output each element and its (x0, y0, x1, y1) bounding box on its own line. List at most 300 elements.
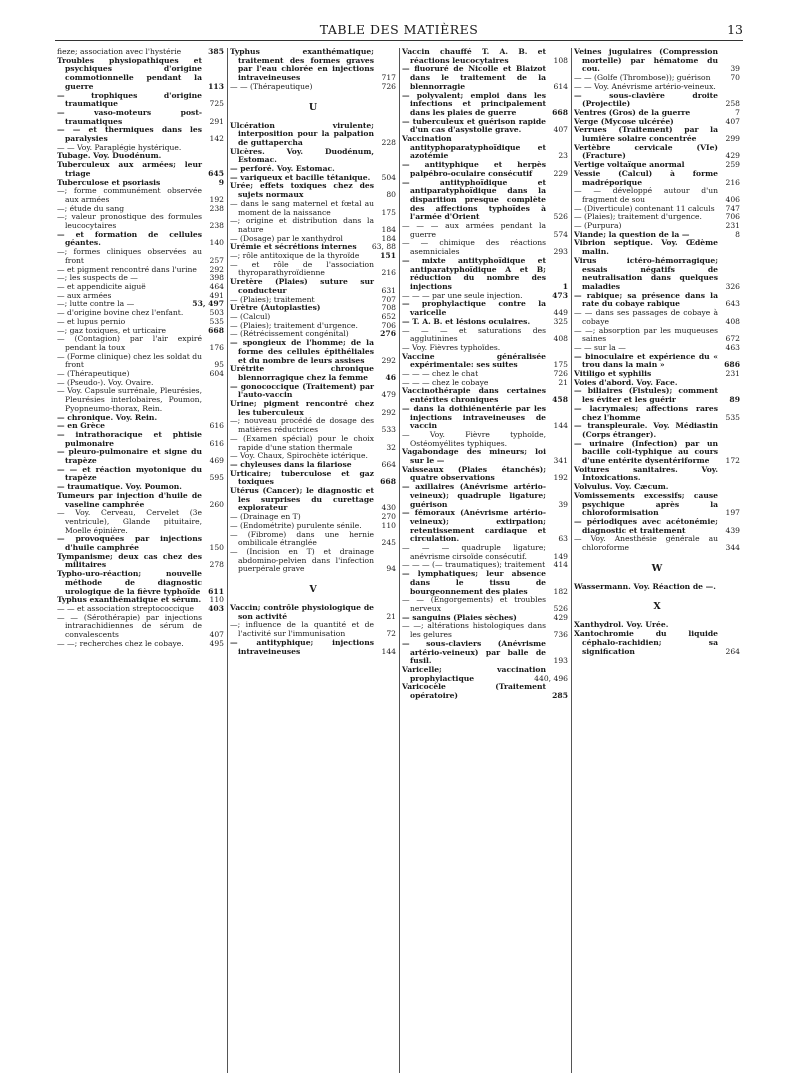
running-title: TABLE DES MATIÈRES (319, 22, 479, 37)
entry-page-ref: 604 (209, 369, 224, 379)
index-entry (57, 161, 224, 178)
entry-text: Veines jugulaires (Compression mortelle) par hématome du cou. (574, 48, 718, 74)
entry-page-ref: 144 (381, 646, 396, 656)
entry-text: — transpleurale. Voy. Médiastin (Corps étranger). (574, 421, 718, 439)
index-entry (402, 596, 568, 613)
index-entry (574, 92, 740, 109)
entry-page-ref: 611 (208, 586, 224, 596)
entry-page-ref: 63 (558, 534, 568, 544)
entry-page-ref: 292 (381, 355, 396, 365)
entry-text: Virus ictéro-hémorragique; essais négatifs de neutralisation dans quelques maladies (574, 255, 718, 291)
entry-page-ref: 403 (208, 604, 224, 613)
entry-page-ref: 652 (381, 311, 396, 321)
entry-text: Ulcères. Voy. Duodénum, Estomac. (230, 146, 374, 165)
entry-text: — — — chez le chat (402, 369, 479, 379)
entry-page-ref: 229 (553, 168, 568, 178)
entry-text: Varicelle; vaccination prophylactique (402, 664, 546, 683)
entry-text: — sous-claviers (Anévrisme artério-veineux) par balle de fusil. (402, 638, 546, 666)
index-entry (230, 261, 396, 278)
entry-page-ref: 238 (209, 203, 224, 213)
entry-text: — dans le sang maternel et fœtal au moment de la naissance (230, 198, 374, 217)
entry-text: Vibrion septique. Voy. Œdème malin. (574, 238, 718, 257)
entry-text: Vertige voltaïque anormal (574, 160, 685, 170)
entry-text: — rabique; sa présence dans la rate du cobaye rabique (574, 290, 718, 309)
index-entry (230, 278, 396, 295)
index-entry (402, 666, 568, 683)
index-entry (402, 509, 568, 544)
entry-page-ref: 197 (725, 508, 740, 518)
entry-page-ref: 747 (725, 203, 740, 213)
index-entry (402, 466, 568, 483)
index-entry (574, 126, 740, 143)
index-columns (55, 48, 743, 1073)
entry-page-ref: 95 (214, 360, 224, 370)
entry-text: Vessie (Calcul) à forme madréporique (574, 168, 718, 187)
entry-text: — (Contagion) par l'air expiré pendant la toux (57, 334, 202, 352)
index-entry (402, 239, 568, 256)
entry-page-ref: 479 (381, 390, 396, 400)
entry-text: — polyvalent; emploi dans les infections et principalement dans les plaies de guerre (402, 90, 546, 117)
index-entry (230, 531, 396, 548)
index-entry (574, 535, 740, 552)
entry-text: — — (Sérothérapie) par injections intrarachidiennes de sérum de convalescents (57, 612, 202, 640)
entry-page-ref: 94 (386, 564, 396, 574)
entry-page-ref: 291 (209, 116, 224, 126)
index-entry (402, 544, 568, 561)
entry-text: — — — et saturations des agglutinines (402, 325, 546, 344)
entry-page-ref: 23 (558, 151, 568, 161)
entry-text: — trophiques d'origine traumatique (57, 90, 202, 109)
index-entry (230, 148, 396, 165)
entry-text: Viande; la question de la — (574, 229, 690, 239)
entry-text: — T. A. B. et lésions oculaires. (402, 316, 531, 326)
index-entry (57, 509, 224, 535)
entry-text: — Voy. Anesthésie générale au chloroforme (574, 534, 718, 553)
entry-text: — variqueux et bacille tétanique. (230, 172, 371, 182)
index-entry (57, 335, 224, 352)
index-entry (57, 431, 224, 448)
entry-text: Urée; effets toxiques chez des sujets normaux (230, 181, 374, 200)
entry-text: — (Rétrécissement congénital) (230, 329, 349, 339)
entry-page-ref: 407 (553, 125, 568, 135)
index-entry (574, 422, 740, 439)
entry-text: — —; absorption par les muqueuses saines (574, 325, 718, 344)
index-entry (57, 109, 224, 126)
entry-text: — traumatique. Voy. Poumon. (57, 482, 182, 492)
entry-text: Vaccin chauffé T. A. B. et réactions leucocytaires (402, 48, 546, 65)
entry-page-ref: 72 (386, 629, 396, 639)
index-entry (57, 248, 224, 265)
entry-text: Vertèbre cervicale (VIe) (Fracture) (574, 142, 718, 161)
entry-text: — et rôle de l'association thyroparathyroïdienne (230, 259, 374, 278)
section-letter: U (308, 101, 318, 113)
entry-text: — — et thermiques dans les paralysies (57, 125, 202, 144)
entry-text: — (Purpura) (574, 221, 622, 231)
entry-text: Tumeurs par injection d'huile de vaseline camphrée (57, 490, 202, 509)
entry-text: — binoculaire et expérience du « trou dans la main » (574, 351, 718, 370)
entry-page-ref: 616 (209, 438, 224, 448)
entry-page-ref: 473 (552, 290, 568, 300)
index-entry (574, 440, 740, 466)
entry-page-ref: 631 (381, 285, 396, 295)
entry-text: — (Plaies); traitement d'urgence. (230, 320, 358, 330)
entry-page-ref: 231 (725, 369, 740, 379)
entry-text: —; gaz toxiques, et urticaire (57, 325, 166, 335)
entry-page-ref: 21 (386, 611, 396, 621)
index-entry (402, 405, 568, 431)
entry-text: — — — aux armées pendant la guerre (402, 221, 546, 239)
index-entry (402, 448, 568, 465)
index-entry (57, 640, 224, 649)
index-entry (402, 640, 568, 666)
entry-page-ref: 614 (553, 81, 568, 91)
entry-text: — —; altérations histologiques dans les gelures (402, 621, 546, 640)
entry-page-ref: 276 (380, 329, 396, 339)
section-letter: V (309, 584, 317, 596)
entry-page-ref: 717 (381, 73, 396, 83)
entry-text: Vitiligo et syphilis (574, 369, 652, 379)
index-entry (574, 518, 740, 535)
index-entry (402, 179, 568, 223)
index-entry (402, 327, 568, 344)
entry-text: —; influence de la quantité et de l'activité sur l'immunisation (230, 620, 374, 639)
index-entry (402, 387, 568, 404)
entry-page-ref: 344 (725, 543, 740, 553)
entry-page-ref: 150 (209, 543, 224, 553)
entry-page-ref: 172 (725, 456, 740, 466)
entry-page-ref: 231 (725, 221, 740, 231)
entry-text: — — — quadruple ligature; anévrisme cirsoïde consécutif. (402, 543, 546, 561)
index-entry (574, 309, 740, 326)
entry-page-ref: 32 (386, 442, 396, 452)
entry-page-ref: 725 (209, 99, 224, 109)
entry-text: — vaso-moteurs post-traumatiques (57, 107, 202, 126)
index-entry (57, 448, 224, 465)
entry-page-ref: 707 (381, 294, 396, 304)
entry-text: — urinaire (Infection) par un bacille coli-typhique au cours d'une entérite dysentériforme (574, 438, 718, 466)
index-entry (402, 622, 568, 639)
entry-text: fieze; association avec l'hystérie (57, 48, 182, 56)
entry-page-ref: 258 (725, 99, 740, 109)
entry-text: — (Dosage) par le xanthydrol (230, 233, 343, 243)
entry-page-ref: 414 (553, 560, 568, 570)
entry-page-ref: 39 (558, 499, 568, 509)
entry-page-ref: 113 (208, 81, 224, 91)
index-entry (57, 231, 224, 248)
entry-text: Varicocèle (Traitement opératoire) (402, 682, 546, 701)
entry-text: — lymphatiques; leur absence dans le tissu de bourgeonnement des plaies (402, 569, 546, 596)
index-entry (402, 92, 568, 118)
entry-text: —; rôle antitoxique de la thyroïde (230, 251, 360, 261)
entry-page-ref: 238 (209, 221, 224, 231)
entry-text: — (Endométrite) purulente sénile. (230, 520, 362, 530)
entry-page-ref: 463 (725, 342, 740, 352)
entry-text: —; lutte contre la — (57, 299, 135, 309)
entry-page-ref: 526 (553, 212, 568, 222)
index-entry (574, 144, 740, 161)
entry-page-ref: 535 (209, 316, 224, 326)
index-entry (57, 213, 224, 230)
index-entry (230, 182, 396, 199)
entry-text: — (Calcul) (230, 311, 271, 321)
entry-text: — en Grèce (57, 421, 106, 431)
entry-page-ref: 7 (735, 107, 740, 117)
entry-page-ref: 643 (725, 299, 740, 309)
entry-text: Urètre (Autoplasties) (230, 303, 321, 313)
entry-page-ref: 110 (209, 595, 224, 605)
index-column-4 (571, 48, 743, 1073)
index-entry (57, 570, 224, 596)
entry-text: Verrues (Traitement) par la lumière solaire concentrée (574, 125, 718, 144)
entry-text: Vaccinothérapie dans certaines entérites chroniques (402, 386, 546, 405)
index-entry (57, 466, 224, 483)
entry-text: —; formes cliniques observées au front (57, 247, 202, 265)
index-entry (230, 435, 396, 452)
entry-text: — aux armées (57, 290, 112, 300)
index-entry (574, 187, 740, 204)
entry-text: —; forme communément observée aux armées (57, 186, 202, 204)
entry-page-ref: 408 (725, 316, 740, 326)
index-entry (402, 300, 568, 317)
entry-text: Wassermann. Voy. Réaction de —. (574, 581, 716, 591)
entry-text: — fémoraux (Anévrisme artério-veineux); extirpation; retentissement cardiaque et circulation. (402, 508, 546, 544)
index-entry (230, 604, 396, 621)
entry-page-ref: 8 (735, 229, 740, 239)
index-entry (57, 553, 224, 570)
entry-page-ref: 184 (381, 224, 396, 234)
entry-text: — et lupus pernio (57, 316, 126, 326)
index-entry (230, 548, 396, 574)
index-entry (402, 483, 568, 509)
index-entry (574, 466, 740, 483)
entry-page-ref: 184 (381, 233, 396, 243)
entry-page-ref: 574 (553, 229, 568, 239)
entry-page-ref: 616 (209, 421, 224, 431)
index-entry (402, 353, 568, 370)
entry-page-ref: 299 (725, 134, 740, 144)
index-entry (402, 683, 568, 700)
entry-page-ref: 326 (725, 281, 740, 291)
index-entry (230, 339, 396, 365)
entry-page-ref: 668 (208, 325, 224, 335)
entry-page-ref: 270 (381, 512, 396, 522)
entry-text: — prophylactique contre la varicelle (402, 299, 546, 318)
index-entry (402, 257, 568, 292)
index-entry (57, 614, 224, 640)
entry-text: — — (Golfe (Thrombose)); guérison (574, 73, 711, 83)
entry-page-ref: 193 (553, 656, 568, 666)
entry-text: Vaccin; contrôle physiologique de son activité (230, 603, 374, 621)
entry-text: — sanguins (Plaies sèches) (402, 612, 517, 622)
entry-page-ref: 175 (381, 207, 396, 217)
entry-text: — — dans ses passages de cobaye à cobaye (574, 308, 718, 326)
entry-text: — Voy. Capsule surrénale, Pleurésies, Pleurésies interlobaires, Poumon, Pyopneumo-thorax, Rein. (57, 386, 202, 413)
entry-text: Typhus exanthématique; traitement des formes graves par l'eau chlorée en injections intraveineuses (230, 48, 374, 83)
entry-text: — intrathoracique et phtisie pulmonaire (57, 429, 202, 448)
entry-text: — (Pseudo-). Voy. Ovaire. (57, 377, 154, 387)
entry-text: Uretère (Plaies) suture sur conducteur (230, 277, 374, 295)
entry-page-ref: 672 (725, 334, 740, 344)
entry-page-ref: 439 (725, 525, 740, 535)
entry-text: — — et association streptococcique (57, 604, 194, 613)
entry-page-ref: 726 (553, 369, 568, 379)
entry-page-ref: 429 (725, 151, 740, 161)
entry-text: — antityphoïdique et antiparatyphoïdique dans la disparition presque complète des affections typhoïdes à l'armée d'Orient (402, 177, 546, 222)
entry-text: — (Forme clinique) chez les soldat du front (57, 351, 202, 370)
entry-text: — — développé autour d'un fragment de sou (574, 186, 718, 204)
entry-page-ref: 175 (553, 360, 568, 370)
entry-page-ref: 726 (381, 81, 396, 91)
entry-text: — Voy. Fièvre typhoïde, Ostéomyélites typhiques. (402, 429, 546, 448)
entry-text: — — — chez le cobaye (402, 377, 489, 387)
entry-text: Verge (Mycose ulcérée) (574, 116, 674, 126)
entry-text: — sous-clavière droite (Projectile) (574, 90, 718, 109)
entry-text: Ulcération virulente; interposition pour la palpation de guttapercha (230, 120, 374, 147)
entry-page-ref: 9 (218, 177, 224, 187)
entry-text: — d'origine bovine chez l'enfant. (57, 308, 184, 318)
entry-text: — fluoruré de Nicolle et Blaizot dans le traitement de la blennorragie (402, 64, 546, 91)
entry-text: Vomissements excessifs; cause psychique après la chloroformisation (574, 490, 718, 518)
entry-text: Vaisseaux (Plaies étanchés); quatre observations (402, 464, 546, 483)
entry-page-ref: 686 (724, 360, 740, 370)
entry-text: — antityphique et herpès palpébro-oculaire consécutif (402, 160, 546, 178)
entry-text: — spongieux de l'homme; de la forme des cellules épithéliales et du nombre de leurs assises (230, 338, 374, 365)
entry-text: — — — (— traumatiques); traitement (402, 560, 546, 570)
entry-page-ref: 182 (553, 586, 568, 596)
entry-page-ref: 21 (558, 377, 568, 387)
entry-text: — (Fibrome) dans une hernie ombilicale étranglée (230, 529, 374, 548)
entry-page-ref: 668 (380, 477, 396, 487)
entry-page-ref: 430 (381, 503, 396, 513)
entry-page-ref: 39 (730, 64, 740, 74)
entry-page-ref: 140 (209, 238, 224, 248)
entry-text: Vaccine généralisée expérimentale: ses suites (402, 351, 546, 370)
index-entry (230, 383, 396, 400)
entry-page-ref: 292 (209, 264, 224, 274)
index-entry (574, 405, 740, 422)
entry-page-ref: 469 (209, 456, 224, 466)
entry-text: — (Drainage en T) (230, 512, 301, 522)
index-entry (230, 83, 396, 92)
entry-text: — — (Engorgements) et troubles nerveux (402, 595, 546, 613)
entry-page-ref: 429 (553, 612, 568, 622)
entry-text: Tuberculose et psoriasis (57, 177, 161, 187)
index-entry (574, 353, 740, 370)
index-entry (57, 57, 224, 92)
index-entry (230, 122, 396, 148)
entry-text: — —; recherches chez le cobaye. (57, 638, 184, 648)
entry-page-ref: 216 (381, 268, 396, 278)
entry-text: Utérus (Cancer); le diagnostic et les surprises du curettage explorateur (230, 486, 374, 513)
entry-text: Tympanisme; deux cas chez des militaires (57, 551, 202, 570)
entry-text: Tuberculeux aux armées; leur triage (57, 160, 202, 178)
entry-text: Tubage. Voy. Duodénum. (57, 151, 162, 161)
index-column-3 (399, 48, 571, 1073)
entry-page-ref: 259 (725, 160, 740, 170)
index-entry (574, 630, 740, 656)
index-entry (402, 222, 568, 239)
entry-page-ref: 526 (553, 604, 568, 613)
index-entry (57, 92, 224, 109)
entry-page-ref: 144 (553, 421, 568, 431)
index-entry (230, 217, 396, 234)
entry-text: —; origine et distribution dans la nature (230, 216, 374, 234)
entry-text: Voitures sanitaires. Voy. Intoxications. (574, 464, 718, 483)
index-entry (230, 48, 396, 83)
entry-page-ref: 407 (209, 630, 224, 640)
entry-page-ref: 645 (208, 168, 224, 178)
index-entry (57, 387, 224, 413)
entry-text: Volvulus. Voy. Cæcum. (574, 482, 669, 492)
entry-text: —; les suspects de — (57, 273, 138, 283)
entry-page-ref: 449 (553, 308, 568, 318)
index-entry (57, 492, 224, 509)
index-entry (402, 161, 568, 178)
entry-page-ref: 292 (381, 407, 396, 417)
entry-page-ref: 407 (725, 116, 740, 126)
index-entry (574, 292, 740, 309)
entry-page-ref: 491 (209, 290, 224, 300)
entry-text: — — — par une seule injection. (402, 290, 523, 300)
index-entry (230, 470, 396, 487)
entry-text: — — chimique des réactions asemniciales (402, 238, 546, 257)
entry-page-ref: 341 (553, 456, 568, 466)
entry-page-ref: 706 (725, 212, 740, 222)
index-entry (574, 170, 740, 187)
entry-text: — lacrymales; affections rares chez l'homme (574, 403, 718, 422)
entry-text: — — Voy. Anévrisme artério-veineux. (574, 81, 716, 91)
entry-page-ref: 260 (209, 499, 224, 509)
entry-text: —; étude du sang (57, 203, 125, 213)
index-entry (230, 417, 396, 434)
entry-page-ref: 495 (209, 638, 224, 648)
entry-page-ref: 408 (553, 334, 568, 344)
section-letter: X (653, 601, 661, 613)
entry-text: Voies d'abord. Voy. Face. (574, 377, 678, 387)
entry-text: — et formation de cellules géantes. (57, 229, 202, 248)
entry-text: — gonococcique (Traitement) par l'auto-vaccin (230, 381, 374, 400)
index-entry (574, 239, 740, 256)
entry-page-ref: 668 (552, 107, 568, 117)
index-entry (574, 327, 740, 344)
index-entry (574, 48, 740, 74)
index-entry (57, 126, 224, 143)
entry-page-ref: 149 (553, 551, 568, 561)
entry-text: Urémie et sécrétions internes (230, 242, 357, 252)
index-entry (230, 487, 396, 513)
entry-text: — (Thérapeutique) (57, 369, 130, 379)
header-rule (55, 40, 743, 41)
entry-page-ref: 176 (209, 342, 224, 352)
entry-text: Urticaire; tuberculose et gaz toxiques (230, 468, 374, 487)
entry-text: Typho-uro-réaction; nouvelle méthode de diagnostic urologique de la fièvre typhoïde (57, 569, 202, 596)
section-letter: W (651, 562, 663, 574)
entry-text: — — (Thérapeutique) (230, 81, 313, 91)
entry-page-ref: 535 (725, 412, 740, 422)
entry-page-ref: 192 (553, 473, 568, 483)
index-column-2 (227, 48, 399, 1073)
entry-text: — périodiques avec acétonémie; diagnostic et traitement (574, 516, 718, 535)
page-number: 13 (727, 22, 743, 37)
entry-text: — chyleuses dans la filariose (230, 459, 352, 469)
entry-text: — Voy. Cerveau, Cervelet (3e ventricule), Glande pituitaire, Moelle épinière. (57, 508, 202, 535)
entry-page-ref: 664 (381, 459, 396, 469)
index-entry (574, 257, 740, 292)
index-entry (574, 583, 740, 592)
entry-text: — perforé. Voy. Estomac. (230, 164, 335, 174)
entry-text: — et pigment rencontré dans l'urine (57, 264, 197, 274)
index-entry (57, 353, 224, 370)
